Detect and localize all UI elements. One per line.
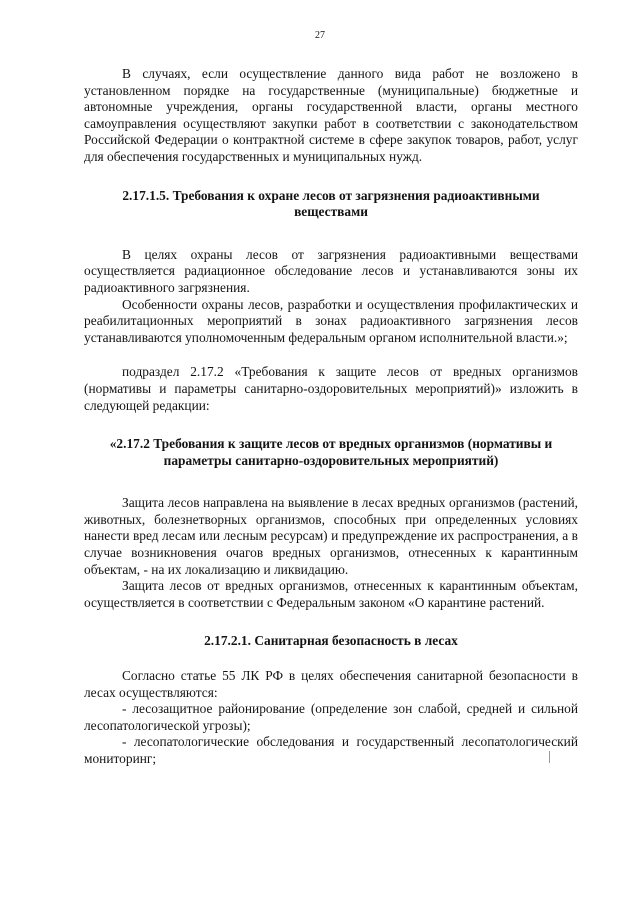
paragraph-article-55: Согласно статье 55 ЛК РФ в целях обеспечения санитарной безопасности в лесах осуществляются: xyxy=(84,668,578,700)
section-heading-2-17-1-5: 2.17.1.5. Требования к охране лесов от загрязнения радиоактивными веществами xyxy=(122,187,540,220)
paragraph-forest-protection: Защита лесов направлена на выявление в лесах вредных организмов (растений, животных, болезнетворных организмов, способных при определенных условиях нанести вред лесам или лесным ресурсам) и предупреждение их распространения, а в случае возникновения очагов вредных организмов, отнесенных к карантинным объектам, - на их локализацию и ликвидацию. xyxy=(84,495,578,577)
paragraph-radiation-survey: В целях охраны лесов от загрязнения радиоактивными веществами осуществляется радиационное обследование лесов и устанавливаются зоны их радиоактивного загрязнения. xyxy=(84,246,578,295)
paragraph-intro: В случаях, если осуществление данного вида работ не возложено в установленном порядке на государственные (муниципальные) бюджетные и автономные учреждения, органы государственной власти, органы местного самоуправления осуществляют закупки работ в соответствии с законодательством Российской Федерации о контрактной системе в сфере закупок товаров, работ, услуг для обеспечения государственных и муниципальных нужд. xyxy=(84,66,578,164)
paragraph-radiation-zones: Особенности охраны лесов, разработки и осуществления профилактических и реабилитационных мероприятий в зонах радиоактивного загрязнения лесов устанавливаются уполномоченным федеральным органом исполнительной власти.»; xyxy=(84,296,578,345)
page-number: 27 xyxy=(315,30,325,41)
scan-mark xyxy=(549,751,550,763)
page-content xyxy=(84,66,578,768)
section-heading-2-17-2-1: 2.17.2.1. Санитарная безопасность в лесах xyxy=(204,633,458,649)
paragraph-subsection-amendment: подраздел 2.17.2 «Требования к защите лесов от вредных организмов (нормативы и параметры санитарно-оздоровительных мероприятий)» изложить в следующей редакции: xyxy=(84,364,578,413)
list-item-monitoring: - лесопатологические обследования и государственный лесопатологический мониторинг; xyxy=(84,734,578,766)
list-item-zoning: - лесозащитное районирование (определение зон слабой, средней и сильной лесопатологической угрозы); xyxy=(84,701,578,733)
paragraph-quarantine: Защита лесов от вредных организмов, отнесенных к карантинным объектам, осуществляется в соответствии с Федеральным законом «О карантине растений. xyxy=(84,578,578,610)
section-heading-2-17-2: «2.17.2 Требования к защите лесов от вредных организмов (нормативы и параметры санитарно-оздоровительных мероприятий) xyxy=(109,436,553,468)
